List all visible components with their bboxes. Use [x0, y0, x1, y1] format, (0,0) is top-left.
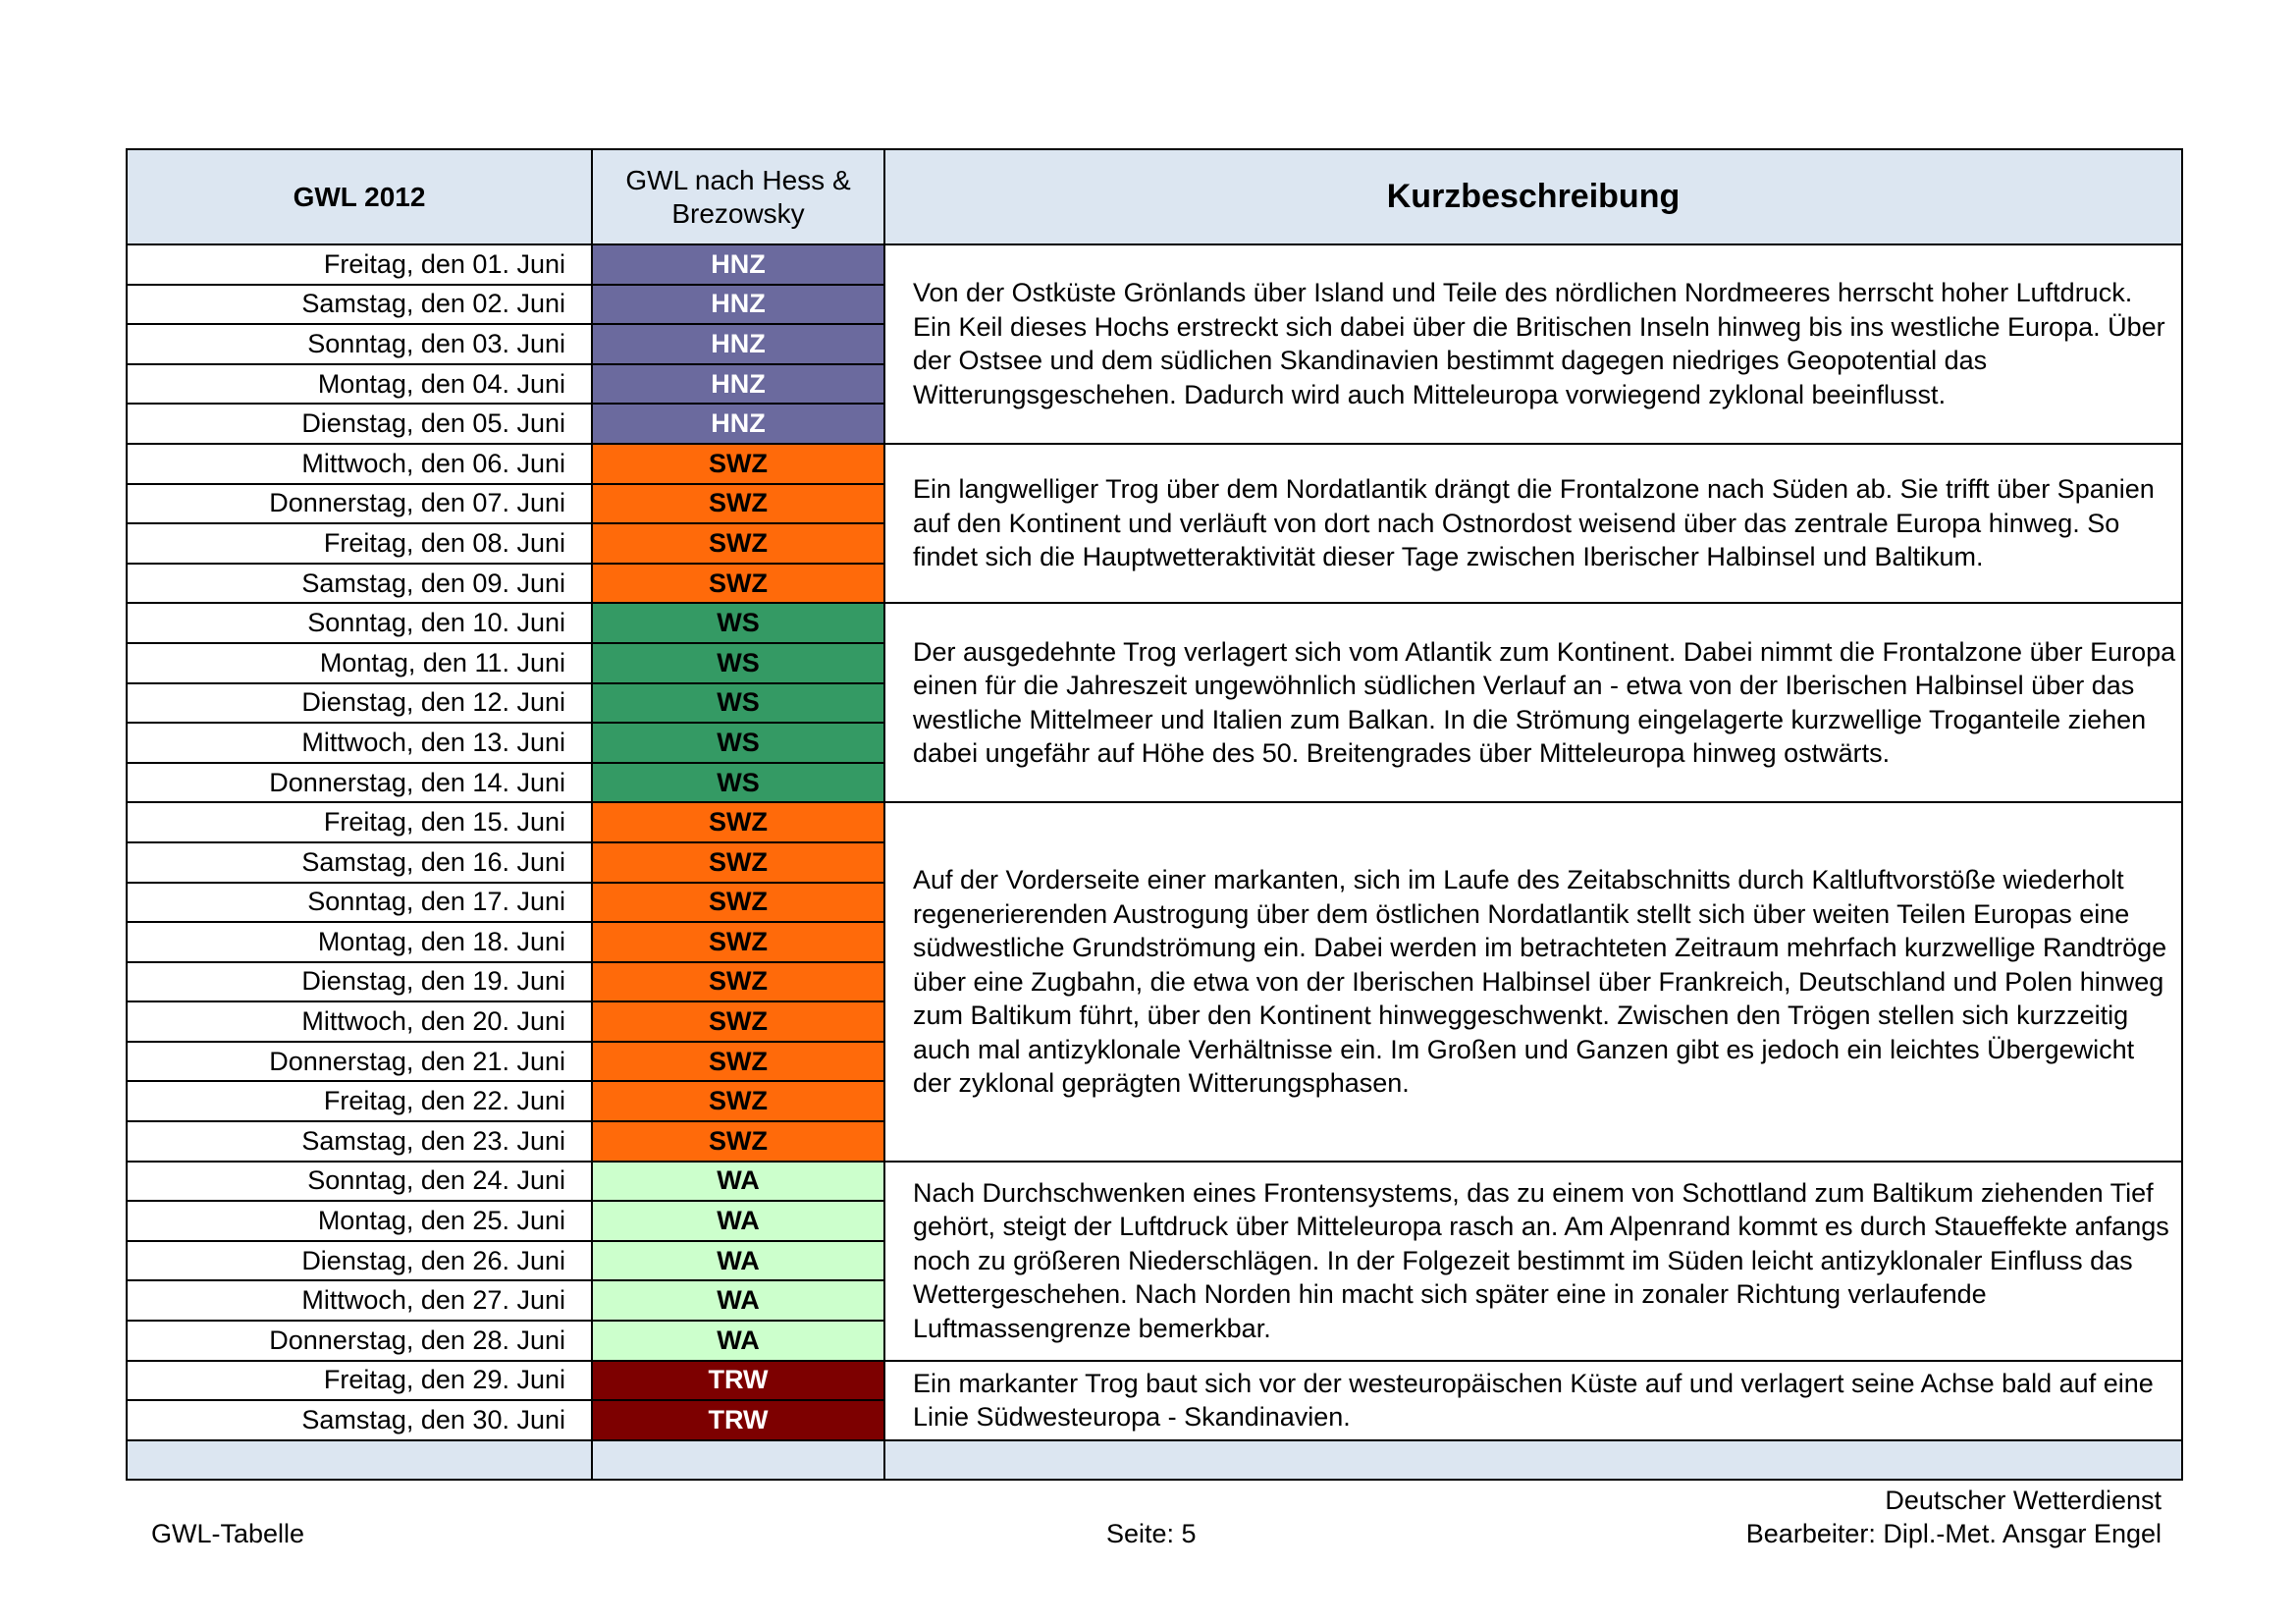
gwl-code-cell: SWZ [592, 444, 884, 484]
gwl-code-cell: TRW [592, 1400, 884, 1440]
gwl-code-cell: HNZ [592, 285, 884, 325]
header-gwl-line1: GWL nach Hess & [625, 164, 851, 195]
table-body [127, 244, 2182, 1440]
header-gwl-column [592, 149, 884, 244]
date-cell: Samstag, den 30. Juni [127, 1400, 592, 1440]
date-cell: Mittwoch, den 27. Juni [127, 1280, 592, 1321]
date-cell: Donnerstag, den 21. Juni [127, 1042, 592, 1082]
date-cell: Montag, den 25. Juni [127, 1201, 592, 1241]
date-cell: Sonntag, den 03. Juni [127, 324, 592, 364]
description-cell: Ein markanter Trog baut sich vor der westeuropäischen Küste auf und verlagert seine Achse bald auf eine Linie Südwesteuropa - Skandinavien. [884, 1361, 2182, 1440]
table-row [127, 444, 2182, 484]
date-cell: Montag, den 18. Juni [127, 922, 592, 962]
gwl-code-cell: WA [592, 1201, 884, 1241]
date-cell: Donnerstag, den 14. Juni [127, 763, 592, 803]
description-cell: Der ausgedehnte Trog verlagert sich vom Atlantik zum Kontinent. Dabei nimmt die Frontalzone über Europa einen für die Jahreszeit ungewöhnlich südlichen Verlauf an - etwa von der Iberischen Halbinsel über das westliche Mittelmeer und Italien zum Balkan. In die Strömung eingelagerte kurzwellige Troganteile ziehen dabei ungefähr auf Höhe des 50. Breitengrades über Mitteleuropa hinweg ostwärts. [884, 603, 2182, 802]
date-cell: Sonntag, den 10. Juni [127, 603, 592, 643]
date-cell: Sonntag, den 17. Juni [127, 883, 592, 923]
footer-author-block [1746, 1484, 2162, 1550]
date-cell: Freitag, den 08. Juni [127, 523, 592, 564]
gwl-code-cell: SWZ [592, 484, 884, 524]
gwl-code-cell: HNZ [592, 244, 884, 285]
gwl-table [126, 148, 2183, 1481]
footer-page-number: Seite: 5 [1106, 1519, 1197, 1548]
gwl-code-cell: SWZ [592, 962, 884, 1002]
description-cell: Von der Ostküste Grönlands über Island und Teile des nördlichen Nordmeeres herrscht hoher Luftdruck. Ein Keil dieses Hochs erstreckt sich dabei über die Britischen Inseln hinweg bis ins westliche Europa. Über der Ostsee und dem südlichen Skandinavien bestimmt dagegen niedriges Geopotential das Witterungsgeschehen. Dadurch wird auch Mitteleuropa vorwiegend zyklonal beeinflusst. [884, 244, 2182, 444]
header-date-column: GWL 2012 [127, 149, 592, 244]
gwl-code-cell: WS [592, 723, 884, 763]
date-cell: Mittwoch, den 20. Juni [127, 1001, 592, 1042]
gwl-code-cell: HNZ [592, 404, 884, 444]
footer-cell [592, 1440, 884, 1480]
date-cell: Dienstag, den 26. Juni [127, 1241, 592, 1281]
date-cell: Montag, den 04. Juni [127, 364, 592, 405]
gwl-code-cell: HNZ [592, 324, 884, 364]
date-cell: Dienstag, den 05. Juni [127, 404, 592, 444]
date-cell: Dienstag, den 12. Juni [127, 683, 592, 724]
date-cell: Dienstag, den 19. Juni [127, 962, 592, 1002]
table-footer-row [127, 1440, 2182, 1480]
gwl-code-cell: WS [592, 643, 884, 683]
date-cell: Donnerstag, den 07. Juni [127, 484, 592, 524]
description-cell: Auf der Vorderseite einer markanten, sich im Laufe des Zeitabschnitts durch Kaltluftvorstöße wiederholt regenerierenden Austrogung über dem östlichen Nordatlantik stellt sich über weiten Teilen Europas eine südwestliche Grundströmung ein. Dabei werden im betrachteten Zeitraum mehrfach kurzwellige Randtröge über eine Zugbahn, die etwa von der Iberischen Halbinsel über Frankreich, Deutschland und Polen hinweg zum Baltikum führt, über den Kontinent hinweggeschwenkt. Zwischen den Trögen stellen sich kurzzeitig auch mal antizyklonale Verhältnisse ein. Im Großen und Ganzen gibt es jedoch ein leichtes Übergewicht der zyklonal geprägten Witterungsphasen. [884, 802, 2182, 1161]
gwl-code-cell: SWZ [592, 1001, 884, 1042]
description-cell: Nach Durchschwenken eines Frontensystems, das zu einem von Schottland zum Baltikum ziehenden Tief gehört, steigt der Luftdruck über Mitteleuropa rasch an. Am Alpenrand kommt es durch Staueffekte anfangs noch zu größeren Niederschlägen. In der Folgezeit bestimmt im Süden leicht antizyklonaler Einfluss das Wettergeschehen. Nach Norden hin macht sich später eine in zonaler Richtung verlaufende Luftmassengrenze bemerkbar. [884, 1162, 2182, 1361]
gwl-code-cell: SWZ [592, 523, 884, 564]
footer-document-name: GWL-Tabelle [151, 1519, 305, 1548]
date-cell: Freitag, den 01. Juni [127, 244, 592, 285]
gwl-code-cell: SWZ [592, 1081, 884, 1121]
table-row [127, 1162, 2182, 1202]
header-description-column: Kurzbeschreibung [884, 149, 2182, 244]
date-cell: Sonntag, den 24. Juni [127, 1162, 592, 1202]
gwl-code-cell: WS [592, 603, 884, 643]
gwl-code-cell: SWZ [592, 564, 884, 604]
header-gwl-line2: Brezowsky [671, 197, 805, 229]
table-row [127, 603, 2182, 643]
footer-cell [884, 1440, 2182, 1480]
gwl-code-cell: WA [592, 1280, 884, 1321]
gwl-code-cell: SWZ [592, 1042, 884, 1082]
gwl-code-cell: TRW [592, 1361, 884, 1401]
date-cell: Samstag, den 16. Juni [127, 842, 592, 883]
table-header-row [127, 149, 2182, 244]
date-cell: Mittwoch, den 13. Juni [127, 723, 592, 763]
gwl-code-cell: HNZ [592, 364, 884, 405]
gwl-code-cell: WA [592, 1162, 884, 1202]
date-cell: Donnerstag, den 28. Juni [127, 1321, 592, 1361]
gwl-code-cell: WA [592, 1241, 884, 1281]
date-cell: Samstag, den 09. Juni [127, 564, 592, 604]
date-cell: Freitag, den 22. Juni [127, 1081, 592, 1121]
gwl-code-cell: SWZ [592, 1121, 884, 1162]
date-cell: Mittwoch, den 06. Juni [127, 444, 592, 484]
date-cell: Samstag, den 02. Juni [127, 285, 592, 325]
footer-author: Bearbeiter: Dipl.-Met. Ansgar Engel [1745, 1519, 2162, 1548]
gwl-code-cell: WS [592, 763, 884, 803]
description-cell: Ein langwelliger Trog über dem Nordatlantik drängt die Frontalzone nach Süden ab. Sie trifft über Spanien auf den Kontinent und verläuft von dort nach Ostnordost weisend über das zentrale Europa hinweg. So findet sich die Hauptwetteraktivität dieser Tage zwischen Iberischer Halbinsel und Baltikum. [884, 444, 2182, 603]
date-cell: Montag, den 11. Juni [127, 643, 592, 683]
date-cell: Freitag, den 15. Juni [127, 802, 592, 842]
table-row [127, 802, 2182, 842]
gwl-code-cell: WA [592, 1321, 884, 1361]
table-row [127, 1361, 2182, 1401]
gwl-code-cell: SWZ [592, 842, 884, 883]
gwl-code-cell: SWZ [592, 922, 884, 962]
footer-cell [127, 1440, 592, 1480]
gwl-code-cell: SWZ [592, 802, 884, 842]
gwl-code-cell: WS [592, 683, 884, 724]
gwl-code-cell: SWZ [592, 883, 884, 923]
footer-organization: Deutscher Wetterdienst [1885, 1486, 2162, 1515]
date-cell: Freitag, den 29. Juni [127, 1361, 592, 1401]
date-cell: Samstag, den 23. Juni [127, 1121, 592, 1162]
table-row [127, 244, 2182, 285]
